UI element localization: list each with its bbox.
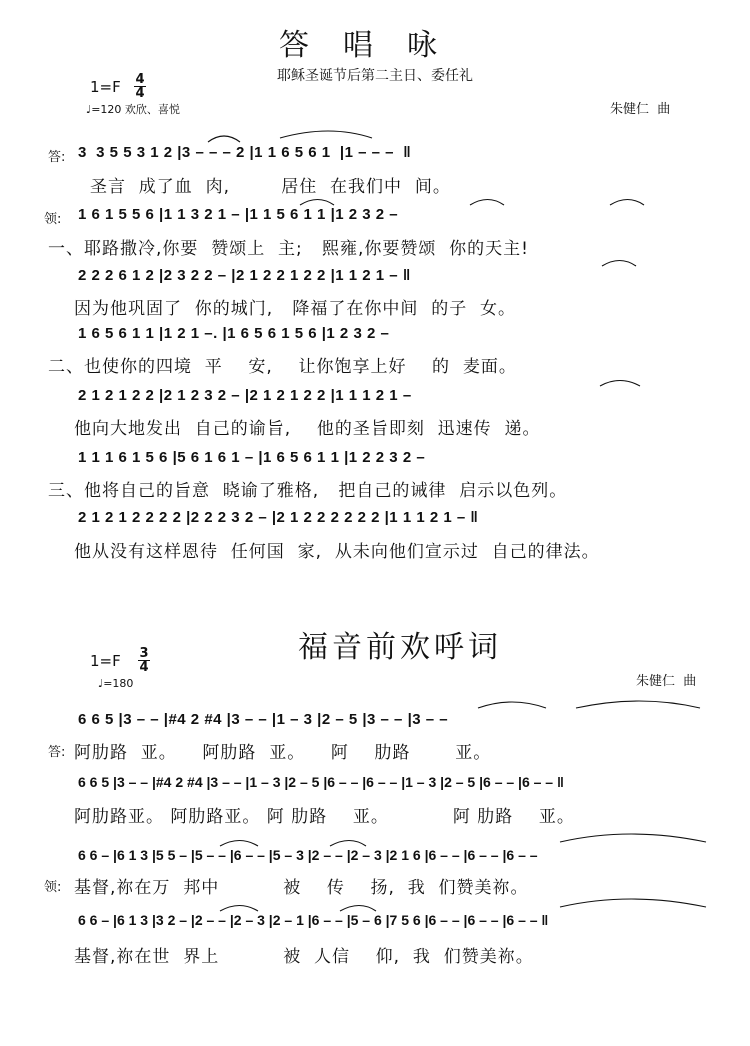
song1-tempo: ♩=120 欢欣、喜悦 bbox=[86, 103, 180, 116]
lyrics-line: 阿肋路 亚。 阿肋路 亚。 阿 肋路 亚。 bbox=[74, 743, 492, 763]
song1-subtitle: 耶稣圣诞节后第二主日、委任礼 bbox=[277, 68, 473, 84]
slur bbox=[208, 136, 240, 142]
song2-key: 1=F bbox=[90, 652, 121, 670]
lyrics-line: 圣言 成了血 肉, 居住 在我们中 间。 bbox=[90, 177, 451, 197]
lyrics-line: 三、他将自己的旨意 晓谕了雅格, 把自己的诫律 启示以色列。 bbox=[48, 481, 568, 501]
slur bbox=[560, 899, 706, 907]
notation-line: 6 6 – |6 1 3 |3 2 – |2 – – |2 – 3 |2 – 1 |6 – – |5 – 6 |7 5 6 |6 – – |6 – – |6 – – ‖ bbox=[78, 912, 549, 928]
slur bbox=[340, 906, 376, 912]
song1-time-bottom: 4 bbox=[135, 86, 145, 101]
song1-title: 答唱咏 bbox=[279, 28, 471, 63]
slur bbox=[330, 841, 366, 847]
song1-time-top: 4 bbox=[135, 72, 145, 87]
notation-line: 2 1 2 1 2 2 |2 1 2 3 2 – |2 1 2 1 2 2 |1 1 1 2 1 – bbox=[78, 387, 412, 404]
notation-line: 1 6 1 5 5 6 |1 1 3 2 1 – |1 1 5 6 1 1 |1 2 3 2 – bbox=[78, 206, 399, 223]
song2-composer: 朱健仁 曲 bbox=[636, 674, 697, 689]
notation-line: 1 1 1 6 1 5 6 |5 6 1 6 1 – |1 6 5 6 1 1 |1 2 2 3 2 – bbox=[78, 449, 426, 466]
slur bbox=[300, 200, 334, 206]
notation-line: 6 6 – |6 1 3 |5 5 – |5 – – |6 – – |5 – 3 |2 – – |2 – 3 |2 1 6 |6 – – |6 – – |6 – – bbox=[78, 847, 538, 863]
notation-line: 2 2 2 6 1 2 |2 3 2 2 – |2 1 2 2 1 2 2 |1 1 2 1 – ‖ bbox=[78, 267, 411, 284]
lyrics-line: 他向大地发出 自己的谕旨, 他的圣旨即刻 迅速传 递。 bbox=[74, 419, 541, 439]
slur bbox=[478, 702, 546, 708]
slur bbox=[280, 131, 372, 138]
lyrics-line: 基督,祢在万 邦中 被 传 扬, 我 们赞美祢。 bbox=[74, 878, 529, 898]
song2-tempo: ♩=180 bbox=[98, 677, 134, 690]
slur bbox=[560, 834, 706, 842]
song2-title: 福音前欢呼词 bbox=[298, 630, 502, 665]
song1-key: 1=F bbox=[90, 78, 121, 96]
lyrics-line: 他从没有这样恩待 任何国 家, 从未向他们宣示过 自己的律法。 bbox=[74, 542, 600, 562]
slur bbox=[576, 701, 700, 708]
slur bbox=[220, 906, 258, 912]
song1-composer: 朱健仁 曲 bbox=[610, 102, 671, 117]
slur bbox=[220, 841, 258, 847]
row-label: 答: bbox=[48, 150, 66, 165]
lyrics-line: 因为他巩固了 你的城门, 降福了在你中间 的子 女。 bbox=[74, 299, 517, 319]
notation-line: 1 6 5 6 1 1 |1 2 1 –. |1 6 5 6 1 5 6 |1 2 3 2 – bbox=[78, 325, 390, 342]
notation-line: 2 1 2 1 2 2 2 2 |2 2 2 3 2 – |2 1 2 2 2 2 2 2 |1 1 1 2 1 – ‖ bbox=[78, 509, 479, 526]
notation-line: 6 6 5 |3 – – |#4 2 #4 |3 – – |1 – 3 |2 – 5 |6 – – |6 – – |1 – 3 |2 – 5 |6 – – |6 – – ‖ bbox=[78, 774, 564, 790]
slur bbox=[602, 261, 636, 267]
row-label: 答: bbox=[48, 745, 66, 760]
lyrics-line: 阿肋路亚。 阿肋路亚。 阿 肋路 亚。 阿 肋路 亚。 bbox=[74, 807, 575, 827]
notation-line: 3 3 5 5 3 1 2 |3 – – – 2 |1 1 6 5 6 1 |1 – – – ‖ bbox=[78, 144, 412, 161]
slur bbox=[610, 200, 644, 206]
row-label: 领: bbox=[44, 212, 62, 227]
song2-time-bottom: 4 bbox=[139, 660, 149, 675]
lyrics-line: 二、也使你的四境 平 安, 让你饱享上好 的 麦面。 bbox=[48, 357, 517, 377]
lyrics-line: 基督,祢在世 界上 被 人信 仰, 我 们赞美祢。 bbox=[74, 947, 534, 967]
lyrics-line: 一、耶路撒冷,你要 赞颂上 主; 熙雍,你要赞颂 你的天主! bbox=[48, 239, 529, 259]
slur bbox=[470, 200, 504, 206]
notation-line: 6 6 5 |3 – – |#4 2 #4 |3 – – |1 – 3 |2 – 5 |3 – – |3 – – bbox=[78, 711, 449, 728]
slur bbox=[600, 381, 640, 387]
row-label: 领: bbox=[44, 880, 62, 895]
song2-time-top: 3 bbox=[139, 646, 149, 661]
